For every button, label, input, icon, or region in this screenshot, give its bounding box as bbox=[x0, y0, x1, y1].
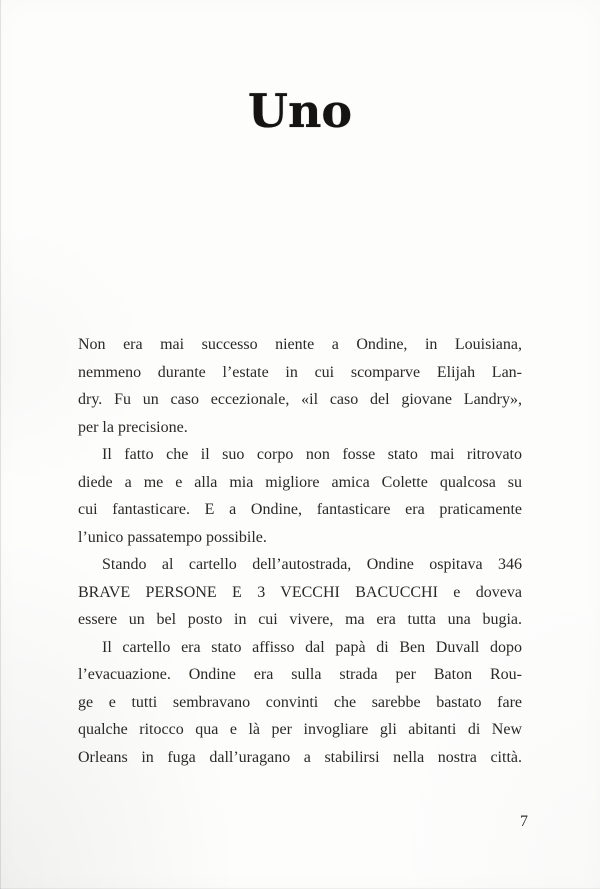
chapter-title: Uno bbox=[247, 84, 353, 138]
body-line: diede a me e alla mia migliore amica Colette qualcosa su bbox=[78, 473, 522, 491]
body-line: per la precisione. bbox=[78, 418, 188, 436]
body-line: l’unico passatempo possibile. bbox=[78, 528, 267, 546]
body-line: nemmeno durante l’estate in cui scomparve Elijah Lan- bbox=[78, 363, 522, 381]
paragraph bbox=[78, 551, 522, 634]
paragraph bbox=[78, 331, 522, 441]
paragraph bbox=[78, 634, 522, 772]
body-line: qualche ritocco qua e là per invogliare gli abitanti di New bbox=[78, 721, 522, 738]
body-text bbox=[78, 331, 522, 771]
body-line: l’evacuazione. Ondine era sulla strada per Baton Rou- bbox=[78, 666, 522, 683]
body-line: Non era mai successo niente a Ondine, in Louisiana, bbox=[78, 336, 522, 353]
body-line: essere un bel posto in cui vivere, ma era tutta una bugia. bbox=[78, 611, 522, 628]
body-line: Il fatto che il suo corpo non fosse stato mai ritrovato bbox=[102, 446, 522, 463]
body-line: dry. Fu un caso eccezionale, «il caso del giovane Landry», bbox=[78, 391, 522, 408]
body-line: Orleans in fuga dall’uragano a stabilirsi nella nostra città. bbox=[78, 748, 522, 766]
body-line: Stando al cartello dell’autostrada, Ondine ospitava 346 bbox=[102, 556, 522, 573]
paragraph bbox=[78, 441, 522, 551]
body-line: cui fantasticare. E a Ondine, fantasticare era praticamente bbox=[78, 501, 522, 518]
body-line: ge e tutti sembravano convinti che sarebbe bastato fare bbox=[78, 693, 522, 711]
body-line: BRAVE PERSONE E 3 VECCHI BACUCCHI e doveva bbox=[78, 583, 522, 601]
page-number: 7 bbox=[520, 813, 528, 830]
body-line: Il cartello era stato affisso dal papà di Ben Duvall dopo bbox=[102, 638, 522, 656]
